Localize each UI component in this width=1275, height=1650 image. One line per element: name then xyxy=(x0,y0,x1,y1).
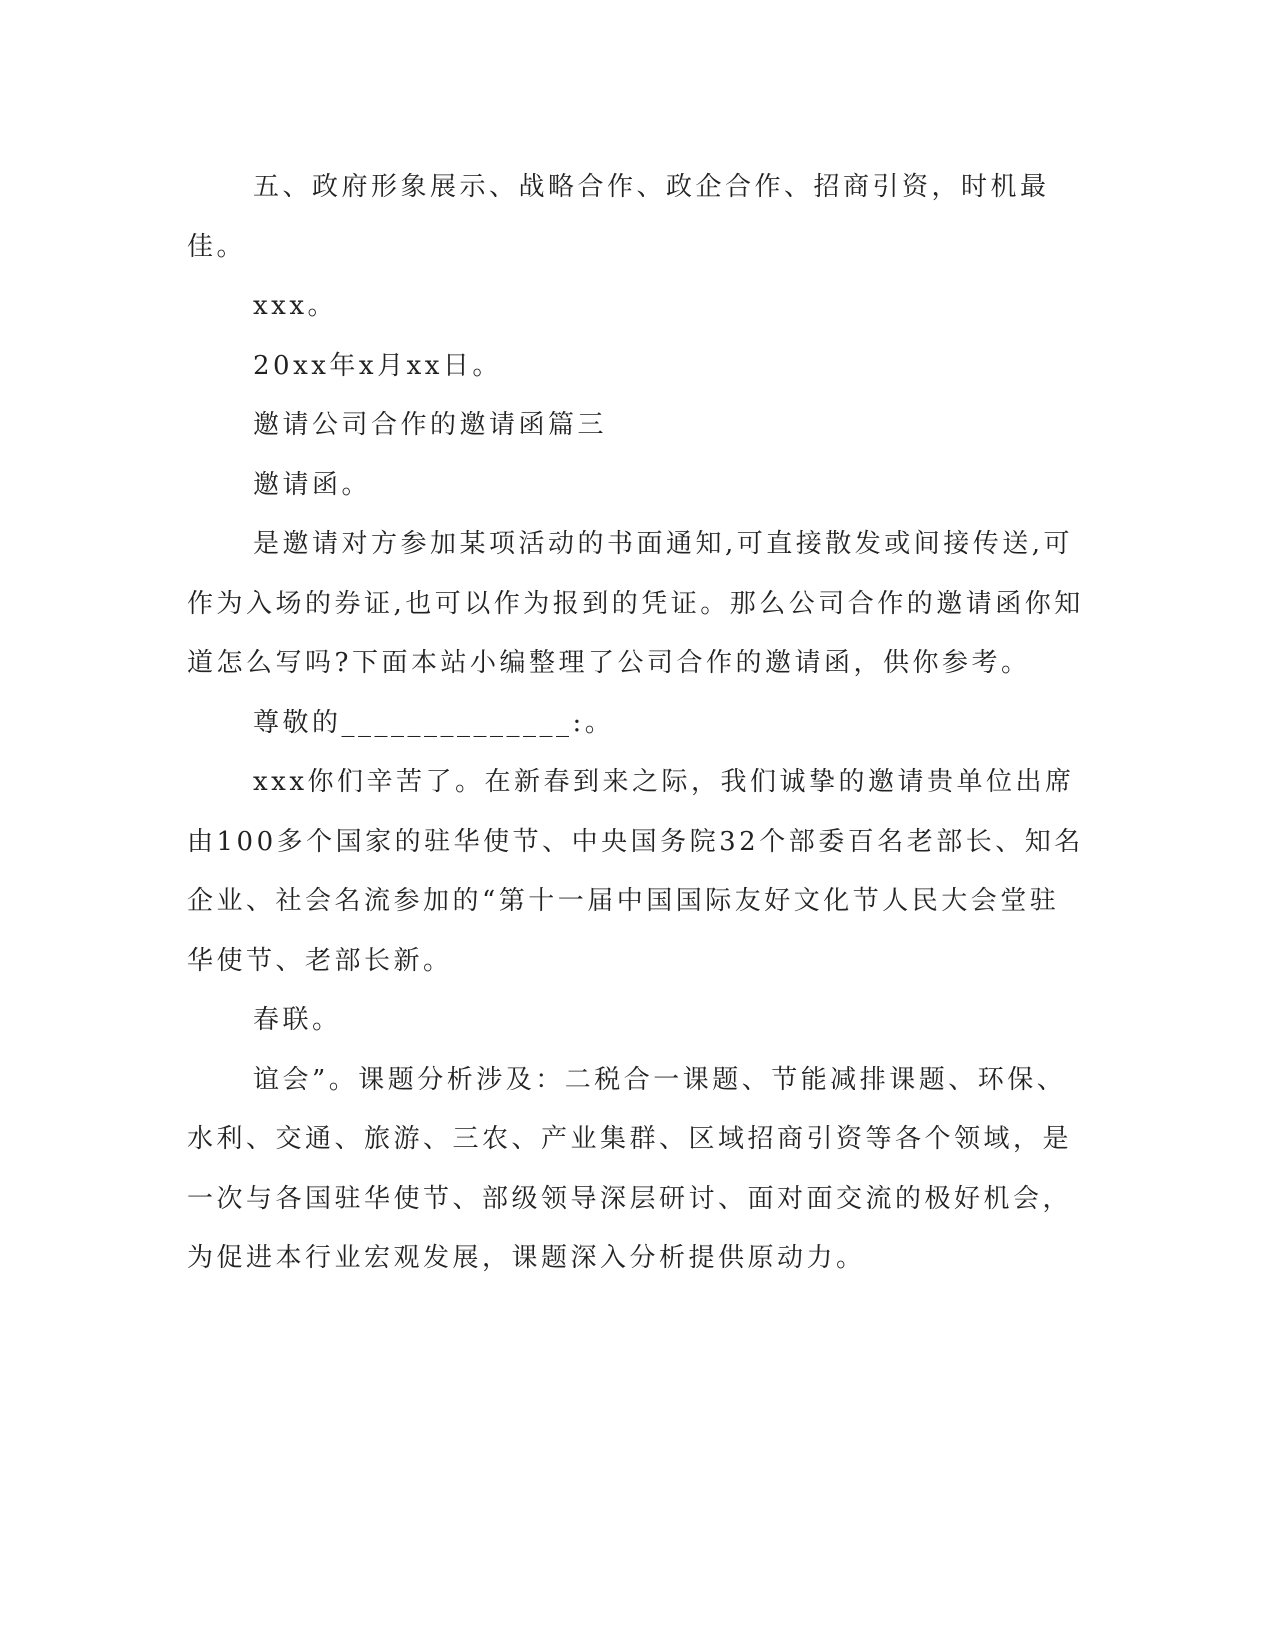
paragraph-body-invite: xxx你们辛苦了。在新春到来之际，我们诚挚的邀请贵单位出席由100多个国家的驻华使节、中央国务院32个部委百名老部长、知名企业、社会名流参加的“第十一届中国国际友好文化节人民大会堂驻华使节、老部长新。 xyxy=(187,767,1084,976)
paragraph-body-topics: 谊会”。课题分析涉及：二税合一课题、节能减排课题、环保、水利、交通、旅游、三农、产业集群、区域招商引资等各个领域，是一次与各国驻华使节、部级领导深层研讨、面对面交流的极好机会，为促进本行业宏观发展，课题深入分析提供原动力。 xyxy=(187,1064,1073,1273)
document-body xyxy=(187,158,1087,1289)
paragraph-salutation: 尊敬的______________:。 xyxy=(253,707,615,738)
paragraph-spring-couplet: 春联。 xyxy=(253,1005,342,1035)
section-heading: 邀请公司合作的邀请函篇三 xyxy=(253,410,608,440)
paragraph-date: 20xx年x月xx日。 xyxy=(253,350,502,381)
paragraph-intro: 是邀请对方参加某项活动的书面通知,可直接散发或间接传送,可作为入场的券证,也可以作为报到的凭证。那么公司合作的邀请函你知道怎么写吗?下面本站小编整理了公司合作的邀请函，供你参考。 xyxy=(187,529,1084,678)
letter-title: 邀请函。 xyxy=(253,469,372,500)
paragraph-signature: xxx。 xyxy=(253,291,337,321)
paragraph-section-five: 五、政府形象展示、战略合作、政企合作、招商引资，时机最佳。 xyxy=(187,172,1050,262)
